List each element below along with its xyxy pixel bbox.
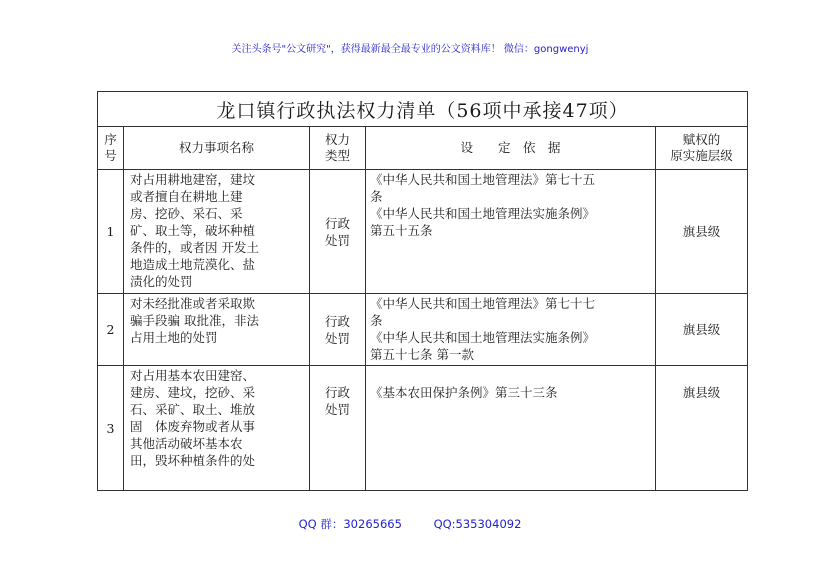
table-header-row xyxy=(98,127,748,170)
qq-text: QQ:535304092 xyxy=(433,517,522,531)
header-index: 序 号 xyxy=(98,127,124,170)
header-name: 权力事项名称 xyxy=(124,127,310,170)
row-type: 行政 处罚 xyxy=(310,170,366,294)
header-basis: 设 定 依 据 xyxy=(366,127,656,170)
table-title: 龙口镇行政执法权力清单（56项中承接47项） xyxy=(98,92,748,127)
qq-group-text: QQ 群：30265665 xyxy=(298,517,402,531)
row-basis: 《中华人民共和国土地管理法》第七十七 条 《中华人民共和国土地管理法实施条例》 第五十七条 第一款 xyxy=(366,294,656,366)
table-row xyxy=(98,366,748,491)
table-row xyxy=(98,170,748,294)
row-index: 3 xyxy=(98,366,124,491)
row-name: 对占用基本农田建窑、 建房、建坟，挖砂、采 石、采矿、取土、堆放 固 体废弃物或者从事 其他活动破坏基本农 田，毁坏种植条件的处 xyxy=(124,366,310,491)
header-note: 关注头条号"公文研究"，获得最新最全最专业的公文资料库！ 微信：gongwenyj xyxy=(231,44,589,55)
row-level: 旗县级 xyxy=(656,170,748,294)
header-type: 权力 类型 xyxy=(310,127,366,170)
row-level: 旗县级 xyxy=(656,294,748,366)
row-basis: 《基本农田保护条例》第三十三条 xyxy=(366,366,656,491)
row-index: 1 xyxy=(98,170,124,294)
row-name: 对占用耕地建窑，建坟 或者擅自在耕地上建 房、挖砂、采石、采 矿、取土等，破坏种植 条件的，或者因 开发土 地造成土地荒漠化、盐 渍化的处罚 xyxy=(124,170,310,294)
table-row xyxy=(98,294,748,366)
header-level: 赋权的 原实施层级 xyxy=(656,127,748,170)
row-name: 对未经批准或者采取欺 骗手段骗 取批准，非法 占用土地的处罚 xyxy=(124,294,310,366)
footer-contact xyxy=(0,516,820,532)
row-basis: 《中华人民共和国土地管理法》第七十五 条 《中华人民共和国土地管理法实施条例》 第五十五条 xyxy=(366,170,656,294)
row-type: 行政 处罚 xyxy=(310,294,366,366)
row-level: 旗县级 xyxy=(656,366,748,491)
row-index: 2 xyxy=(98,294,124,366)
power-list-table xyxy=(97,91,748,491)
row-type: 行政 处罚 xyxy=(310,366,366,491)
